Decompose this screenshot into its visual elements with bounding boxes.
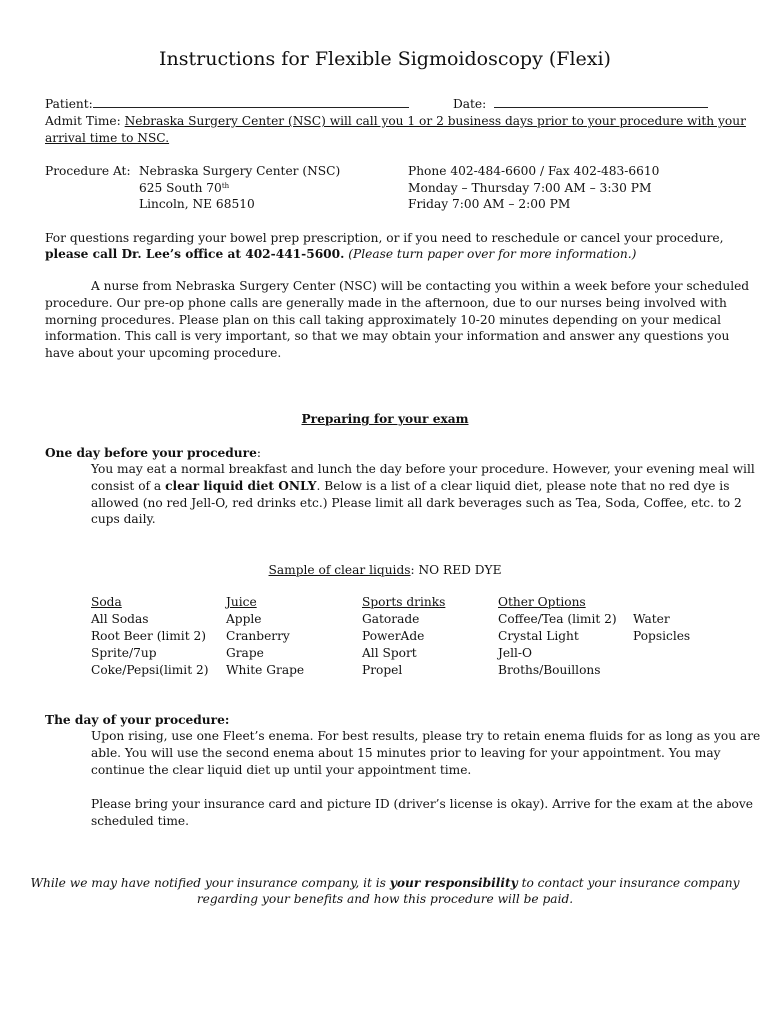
insurance-note-line-1: While we may have notified your insurance company, it is your responsibility to contact your insurance company xyxy=(30,876,740,890)
list-item: All Sodas xyxy=(91,612,149,626)
preparing-heading: Preparing for your exam xyxy=(301,412,469,426)
nurse-paragraph-line: morning procedures. Please plan on this call taking approximately 10-20 minutes depending on your medical xyxy=(45,313,722,327)
day-of-line: scheduled time. xyxy=(91,814,190,828)
one-day-line: You may eat a normal breakfast and lunch the day before your procedure. However, your evening meal will xyxy=(91,462,755,476)
column-header: Juice xyxy=(226,595,257,609)
day-of-line: able. You will use the second enema about 15 minutes prior to leaving for your appointment. You may xyxy=(91,746,721,760)
clear-liquid-emphasis: clear liquid diet ONLY xyxy=(165,479,317,493)
column-header: Soda xyxy=(91,595,122,609)
list-item: Coke/Pepsi(limit 2) xyxy=(91,663,209,677)
nurse-paragraph-line: have about your upcoming procedure. xyxy=(45,346,282,360)
date-blank xyxy=(494,96,708,108)
responsibility-emphasis: your responsibility xyxy=(389,876,518,890)
list-item: Gatorade xyxy=(362,612,420,626)
column-header: Sports drinks xyxy=(362,595,446,609)
patient-blank xyxy=(93,96,409,108)
one-day-line: allowed (no red Jell-O, red drinks etc.) Please limit all dark beverages such as Tea, Soda, Coffee, etc. to 2 xyxy=(91,496,742,510)
turn-over-note: (Please turn paper over for more information.) xyxy=(344,247,637,261)
admit-text: Nebraska Surgery Center (NSC) will call you 1 or 2 business days prior to your procedure with your xyxy=(124,114,746,128)
sports-drinks-column xyxy=(362,594,445,679)
document-title: Instructions for Flexible Sigmoidoscopy (Flexi) xyxy=(159,48,611,70)
list-item: Sprite/7up xyxy=(91,646,157,660)
insurance-note-line-2: regarding your benefits and how this procedure will be paid. xyxy=(196,892,574,906)
location-hours-weekday: Monday – Thursday 7:00 AM – 3:30 PM xyxy=(408,181,652,195)
list-item: Root Beer (limit 2) xyxy=(91,629,206,643)
questions-line-2 xyxy=(45,246,636,263)
patient-line xyxy=(45,96,409,113)
list-item: Cranberry xyxy=(226,629,290,643)
admit-line-2: arrival time to NSC. xyxy=(45,131,170,145)
other-options-column xyxy=(498,594,617,679)
list-item: Grape xyxy=(226,646,264,660)
list-item: Crystal Light xyxy=(498,629,579,643)
date-label: Date: xyxy=(453,97,487,111)
juice-column xyxy=(226,594,304,679)
soda-column xyxy=(91,594,208,679)
list-item: Jell-O xyxy=(498,646,533,660)
list-item: Propel xyxy=(362,663,403,677)
day-of-heading: The day of your procedure: xyxy=(45,713,230,727)
location-name: Nebraska Surgery Center (NSC) xyxy=(139,164,341,178)
location-city: Lincoln, NE 68510 xyxy=(139,197,255,211)
one-day-line: cups daily. xyxy=(91,512,156,526)
date-line xyxy=(453,96,708,113)
column-header: Other Options xyxy=(498,595,586,609)
location-phone: Phone 402-484-6600 / Fax 402-483-6610 xyxy=(408,164,660,178)
sample-heading: Sample of clear liquids: NO RED DYE xyxy=(268,563,502,577)
admit-label: Admit Time: xyxy=(45,114,121,128)
list-item: Coffee/Tea (limit 2) xyxy=(498,612,617,626)
patient-label: Patient: xyxy=(45,97,93,111)
day-of-line: Please bring your insurance card and picture ID (driver’s license is okay). Arrive for the exam at the above xyxy=(91,797,753,811)
day-of-line: Upon rising, use one Fleet’s enema. For best results, please try to retain enema fluids for as long as you are xyxy=(91,729,761,743)
extra-options-column xyxy=(633,611,690,645)
procedure-at-label: Procedure At: xyxy=(45,164,131,178)
list-item: Apple xyxy=(226,612,262,626)
one-day-heading: One day before your procedure: xyxy=(45,446,261,460)
nurse-paragraph-line: information. This call is very important, so that we may obtain your information and answer any questions you xyxy=(45,329,730,343)
list-item: Broths/Bouillons xyxy=(498,663,601,677)
one-day-line: consist of a clear liquid diet ONLY. Below is a list of a clear liquid diet, please note that no red dye is xyxy=(91,479,730,493)
list-item: Popsicles xyxy=(633,629,691,643)
list-item: All Sport xyxy=(362,646,417,660)
list-item: PowerAde xyxy=(362,629,425,643)
location-hours-friday: Friday 7:00 AM – 2:00 PM xyxy=(408,197,571,211)
day-of-line: continue the clear liquid diet up until your appointment time. xyxy=(91,763,472,777)
nurse-paragraph-line: procedure. Our pre-op phone calls are generally made in the afternoon, due to our nurses being involved with xyxy=(45,296,727,310)
nurse-paragraph-line: A nurse from Nebraska Surgery Center (NSC) will be contacting you within a week before your scheduled xyxy=(91,279,750,293)
admit-line-1 xyxy=(45,113,746,130)
location-street: 625 South 70th xyxy=(139,181,230,195)
list-item: White Grape xyxy=(226,663,305,677)
list-item: Water xyxy=(633,612,670,626)
doctor-phone: please call Dr. Lee’s office at 402-441-5600. xyxy=(45,247,345,261)
questions-line-1: For questions regarding your bowel prep prescription, or if you need to reschedule or cancel your procedure, xyxy=(45,231,724,245)
